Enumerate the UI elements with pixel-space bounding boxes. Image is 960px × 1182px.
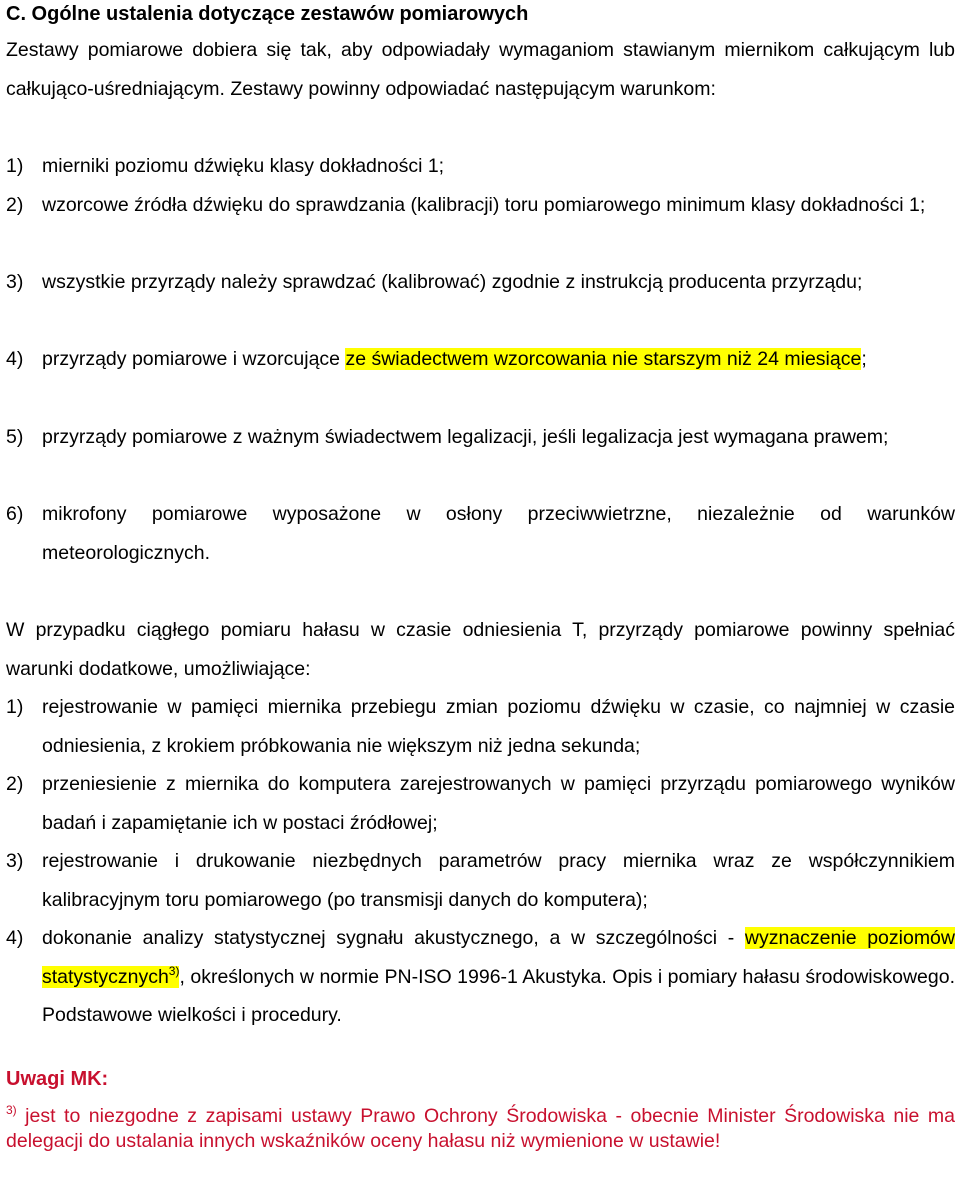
list-text-part: przyrządy pomiarowe i wzorcujące bbox=[42, 348, 346, 370]
continuous-measurement-paragraph: W przypadku ciągłego pomiaru hałasu w czasie odniesienia T, przyrządy pomiarowe powinny spełniać warunki dodatkowe, umożliwiające: bbox=[6, 619, 955, 680]
list-text: przyrządy pomiarowe z ważnym świadectwem legalizacji, jeśli legalizacja jest wymagana prawem; bbox=[42, 426, 889, 448]
section-title: C. Ogólne ustalenia dotyczące zestawów pomiarowych bbox=[6, 3, 529, 25]
list-text bbox=[42, 340, 955, 379]
list-number: 5) bbox=[6, 426, 24, 448]
list-number: 4) bbox=[6, 927, 24, 949]
list-number: 1) bbox=[6, 155, 24, 177]
list-text: mikrofony pomiarowe wyposażone w osłony przeciwwietrzne, niezależnie od warunków meteorologicznych. bbox=[42, 503, 955, 564]
list-number: 3) bbox=[6, 271, 24, 293]
list-number: 2) bbox=[6, 773, 24, 795]
remarks-title: Uwagi MK: bbox=[6, 1068, 109, 1090]
list-text-part: , określonych w normie PN-ISO 1996-1 Akustyka. Opis i pomiary hałasu środowiskowego. Podstawowe wielkości i procedury. bbox=[42, 965, 955, 1026]
list-number: 6) bbox=[6, 503, 24, 525]
list-number: 3) bbox=[6, 850, 24, 872]
intro-paragraph: Zestawy pomiarowe dobiera się tak, aby odpowiadały wymaganiom stawianym miernikom całkującym lub całkująco-uśredniającym. Zestawy powinny odpowiadać następującym warunkom: bbox=[6, 39, 955, 100]
footnote bbox=[6, 1104, 955, 1154]
list-text: wzorcowe źródła dźwięku do sprawdzania (kalibracji) toru pomiarowego minimum klasy dokładności 1; bbox=[42, 194, 926, 216]
list-text-part: ; bbox=[861, 348, 867, 370]
list-text: rejestrowanie i drukowanie niezbędnych parametrów pracy miernika wraz ze współczynnikiem kalibracyjnym toru pomiarowego (po transmisji danych do komputera); bbox=[42, 850, 955, 911]
list-text: rejestrowanie w pamięci miernika przebiegu zmian poziomu dźwięku w czasie, co najmniej w czasie odniesienia, z krokiem próbkowania nie większym niż jedna sekunda; bbox=[42, 696, 955, 757]
list-text bbox=[42, 919, 955, 1035]
highlighted-text: ze świadectwem wzorcowania nie starszym niż 24 miesiące bbox=[345, 348, 862, 370]
list-text: mierniki poziomu dźwięku klasy dokładności 1; bbox=[42, 155, 445, 177]
list-text: wszystkie przyrządy należy sprawdzać (kalibrować) zgodnie z instrukcją producenta przyrządu; bbox=[42, 271, 863, 293]
list-text-part: dokonanie analizy statystycznej sygnału akustycznego, a w szczególności - bbox=[42, 927, 745, 949]
list-text: przeniesienie z miernika do komputera zarejestrowanych w pamięci przyrządu pomiarowego wyników badań i zapamiętanie ich w postaci źródłowej; bbox=[42, 773, 955, 834]
footnote-text: jest to niezgodne z zapisami ustawy Prawo Ochrony Środowiska - obecnie Minister Środowiska nie ma delegacji do ustalania innych wskaźników oceny hałasu niż wymienione w ustawie! bbox=[6, 1105, 955, 1152]
highlighted-text-content: wyznaczenie poziomów statystycznych bbox=[42, 927, 955, 988]
list-number: 1) bbox=[6, 696, 24, 718]
list-number: 2) bbox=[6, 194, 24, 216]
list-number: 4) bbox=[6, 348, 24, 370]
footnote-reference: 3) bbox=[168, 963, 180, 978]
footnote-mark: 3) bbox=[6, 1103, 17, 1117]
